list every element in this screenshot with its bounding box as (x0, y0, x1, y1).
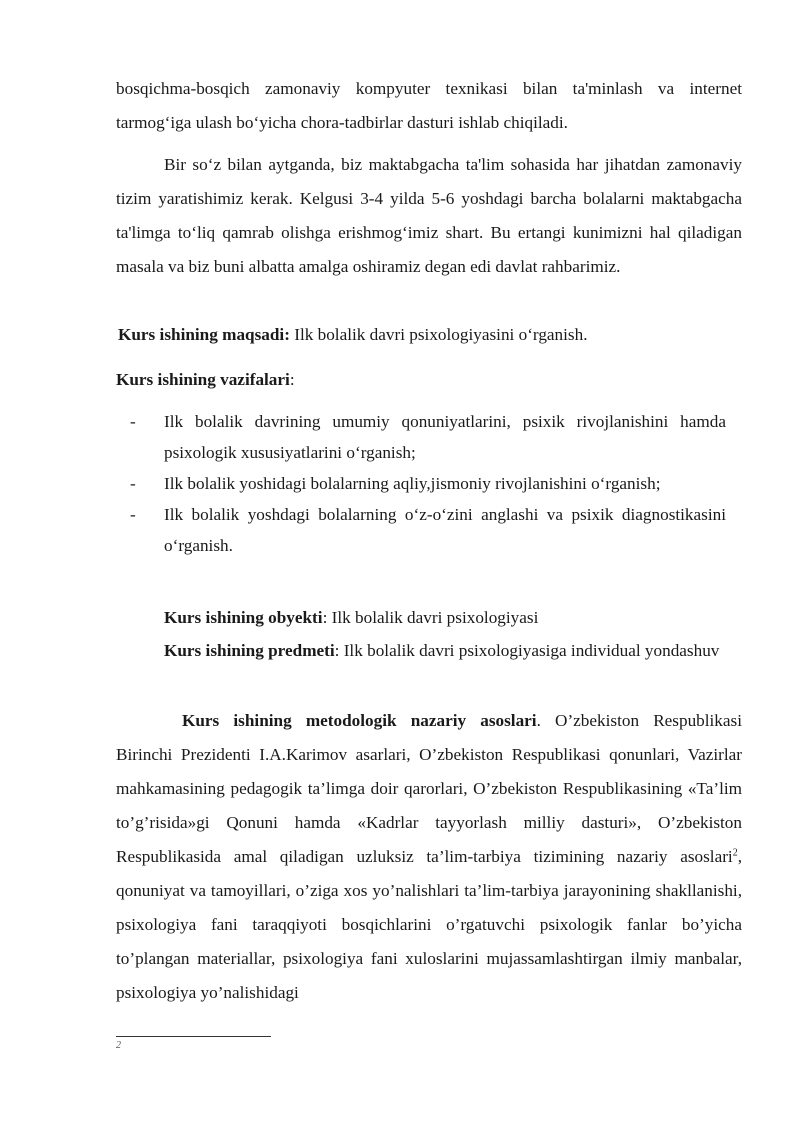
dash-bullet: - (130, 412, 136, 431)
subject-text: : Ilk bolalik davri psixologiyasiga individual yondashuv (334, 641, 720, 660)
object-line (164, 601, 724, 634)
tasks-label: Kurs ishining vazifalari (116, 370, 290, 389)
methodology-label: Kurs ishining metodologik nazariy asoslari (182, 711, 537, 730)
list-item (116, 468, 726, 499)
list-item (116, 406, 726, 468)
methodology-paragraph (116, 704, 742, 1010)
list-item-text: Ilk bolalik davrining umumiy qonuniyatlarini, psixik rivojlanishini hamda psixologik xususiyatlarini o‘rganish; (164, 412, 726, 462)
list-item-text: Ilk bolalik yoshidagi bolalarning aqliy,jismoniy rivojlanishini o‘rganish; (164, 474, 661, 493)
object-text: : Ilk bolalik davri psixologiyasi (322, 608, 539, 627)
paragraph-2: Bir so‘z bilan aytganda, biz maktabgacha ta'lim sohasida har jihatdan zamonaviy tizim yaratishimiz kerak. Kelgusi 3-4 yilda 5-6 yoshdagi barcha bolalarni maktabgacha ta'limga to‘liq qamrab olishga erishmog‘imiz shart. Bu ertangi kunimizni hal qiladigan masala va biz buni albatta amalga oshiramiz degan edi davlat rahbarimiz. (116, 155, 742, 276)
goal-line (118, 318, 744, 352)
paragraph-1: bosqichma-bosqich zamonaviy kompyuter texnikasi bilan ta'minlash va internet tarmog‘iga ulash bo‘yicha chora-tadbirlar dasturi ishlab chiqiladi. (116, 79, 742, 132)
goal-label: Kurs ishining maqsadi: (118, 325, 290, 344)
footnote-mark: 2 (116, 1040, 121, 1051)
list-item (116, 499, 726, 561)
list-item-text: Ilk bolalik yoshdagi bolalarning o‘z-o‘zini anglashi va psixik diagnostikasini o‘rganish. (164, 505, 726, 555)
methodology-text-1: . O’zbekiston Respublikasi Birinchi Prezidenti I.A.Karimov asarlari, O’zbekiston Respublikasi qonunlari, Vazirlar mahkamasining pedagogik ta’limga doir qarorlari, O’zbekiston Respublikasining «Ta’lim to’g’risida»gi Qonuni hamda «Kadrlar tayyorlash milliy dasturi», O’zbekiston Respublikasida amal qiladigan uzluksiz ta’lim-tarbiya tizimining nazariy asoslari (116, 711, 742, 866)
subject-label: Kurs ishining predmeti (164, 641, 335, 660)
dash-bullet: - (130, 505, 136, 524)
tasks-list (116, 406, 726, 561)
subject-line (164, 634, 724, 667)
tasks-colon: : (289, 370, 295, 389)
tasks-heading (116, 363, 742, 397)
footnote-reference: 2 (732, 847, 738, 859)
footnote-divider (116, 1036, 271, 1037)
methodology-text-2: , qonuniyat va tamoyillari, o’ziga xos yo’nalishlari ta’lim-tarbiya jarayonining shakllanishi, psixologiya fani taraqqiyoti bosqichlarini o’rgatuvchi psixologik fanlar bo’yicha to’plangan materiallar, psixologiya fani xuloslarini mujassamlashtirgan ilmiy manbalar, psixologiya yo’nalishidagi (116, 847, 742, 1002)
dash-bullet: - (130, 474, 136, 493)
object-label: Kurs ishining obyekti (164, 608, 323, 627)
goal-text: Ilk bolalik davri psixologiyasini o‘rganish. (289, 325, 588, 344)
